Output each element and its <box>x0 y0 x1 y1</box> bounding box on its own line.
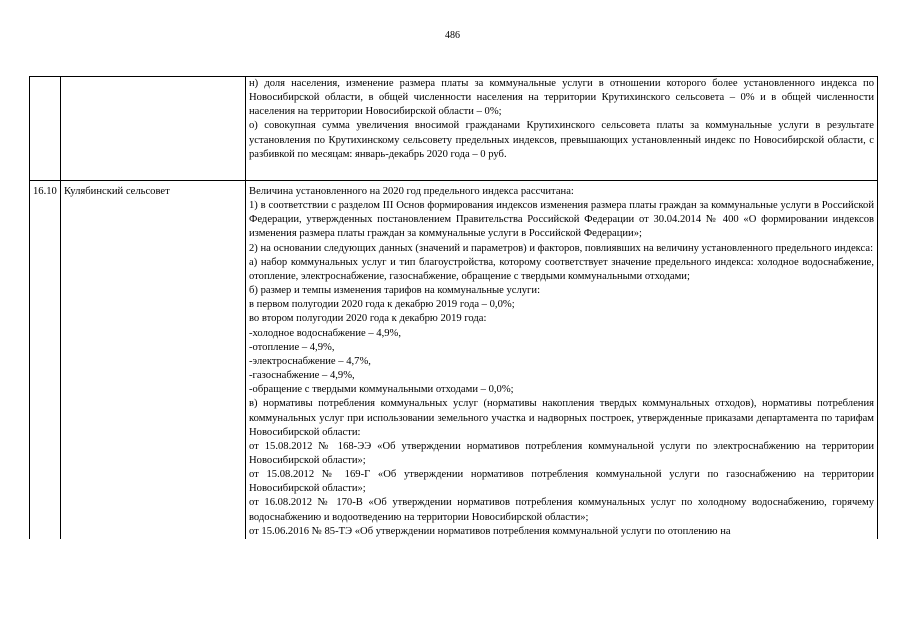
text-line: -электроснабжение – 4,7%, <box>249 355 371 367</box>
text-line: 2) на основании следующих данных (значений и параметров) и факторов, повлиявших на величину установленного предельного индекса: <box>249 242 874 254</box>
row-name-cell: Кулябинский сельсовет <box>61 181 246 539</box>
table-row <box>30 77 878 181</box>
indices-table <box>29 76 878 539</box>
text-line: -холодное водоснабжение – 4,9%, <box>249 327 401 339</box>
row-text-cell <box>246 181 878 539</box>
text-line: в) нормативы потребления коммунальных услуг (нормативы накопления твердых коммунальных отходов), нормативы потребления коммунальных услуг при использовании земельного участка и надворных построек, утвержденные приказами департамента по тарифам Новосибирской области: <box>249 398 874 438</box>
text-line: Величина установленного на 2020 год предельного индекса рассчитана: <box>249 186 574 197</box>
table-row <box>30 181 878 539</box>
text-line: от 15.08.2012 № 168-ЭЭ «Об утверждении нормативов потребления коммунальной услуги по электроснабжению на территории Новосибирской области»; <box>249 440 874 466</box>
text-line: 1) в соответствии с разделом III Основ формирования индексов изменения размера платы граждан за коммунальные услуги в Российской Федерации, утвержденных постановлением Правительства Российской Федерации от 30.04.2014 № 400 «О формировании индексов изменения размера платы граждан за коммунальные услуги в Российской Федерации»; <box>249 200 874 240</box>
text-line: от 15.06.2016 № 85-ТЭ «Об утверждении нормативов потребления коммунальной услуги по отоплению на <box>249 525 731 537</box>
row-text-cell <box>246 77 878 181</box>
text-line: о) совокупная сумма увеличения вносимой гражданами Крутихинского сельсовета платы за коммунальные услуги в результате установления по Крутихинскому сельсовету предельных индексов, превышающих установленный индекс по Новосибирской области, с разбивкой по месяцам: январь-декабрь 2020 года – 0 руб. <box>249 120 874 160</box>
page-number: 486 <box>445 30 460 41</box>
text-line: во втором полугодии 2020 года к декабрю 2019 года: <box>249 313 487 325</box>
text-line: -газоснабжение – 4,9%, <box>249 370 355 382</box>
text-line: в первом полугодии 2020 года к декабрю 2019 года – 0,0%; <box>249 299 515 311</box>
text-line: от 15.08.2012 № 169-Г «Об утверждении нормативов потребления коммунальной услуги по газоснабжению на территории Новосибирской области»; <box>249 469 874 495</box>
text-line: от 16.08.2012 № 170-В «Об утверждении нормативов потребления коммунальных услуг по холодному водоснабжению, горячему водоснабжению и водоотведению на территории Новосибирской области»; <box>249 497 874 523</box>
text-line: н) доля населения, изменение размера платы за коммунальные услуги в отношении которого более установленного индекса по Новосибирской области, в общей численности населения на территории Крутихинского сельсовета – 0% и в общей численности населения на территории Новосибирской области – 0%; <box>249 78 874 118</box>
text-line: -обращение с твердыми коммунальными отходами – 0,0%; <box>249 384 514 396</box>
text-line: -отопление – 4,9%, <box>249 341 335 353</box>
row-number-cell: 16.10 <box>30 181 61 539</box>
row-number-cell <box>30 77 61 181</box>
row-name-cell <box>61 77 246 181</box>
text-line: а) набор коммунальных услуг и тип благоустройства, которому соответствует значение предельного индекса: холодное водоснабжение, отопление, электроснабжение, газоснабжение, обращение с твердыми коммунальными отходами; <box>249 256 874 282</box>
text-line: б) размер и темпы изменения тарифов на коммунальные услуги: <box>249 285 541 297</box>
